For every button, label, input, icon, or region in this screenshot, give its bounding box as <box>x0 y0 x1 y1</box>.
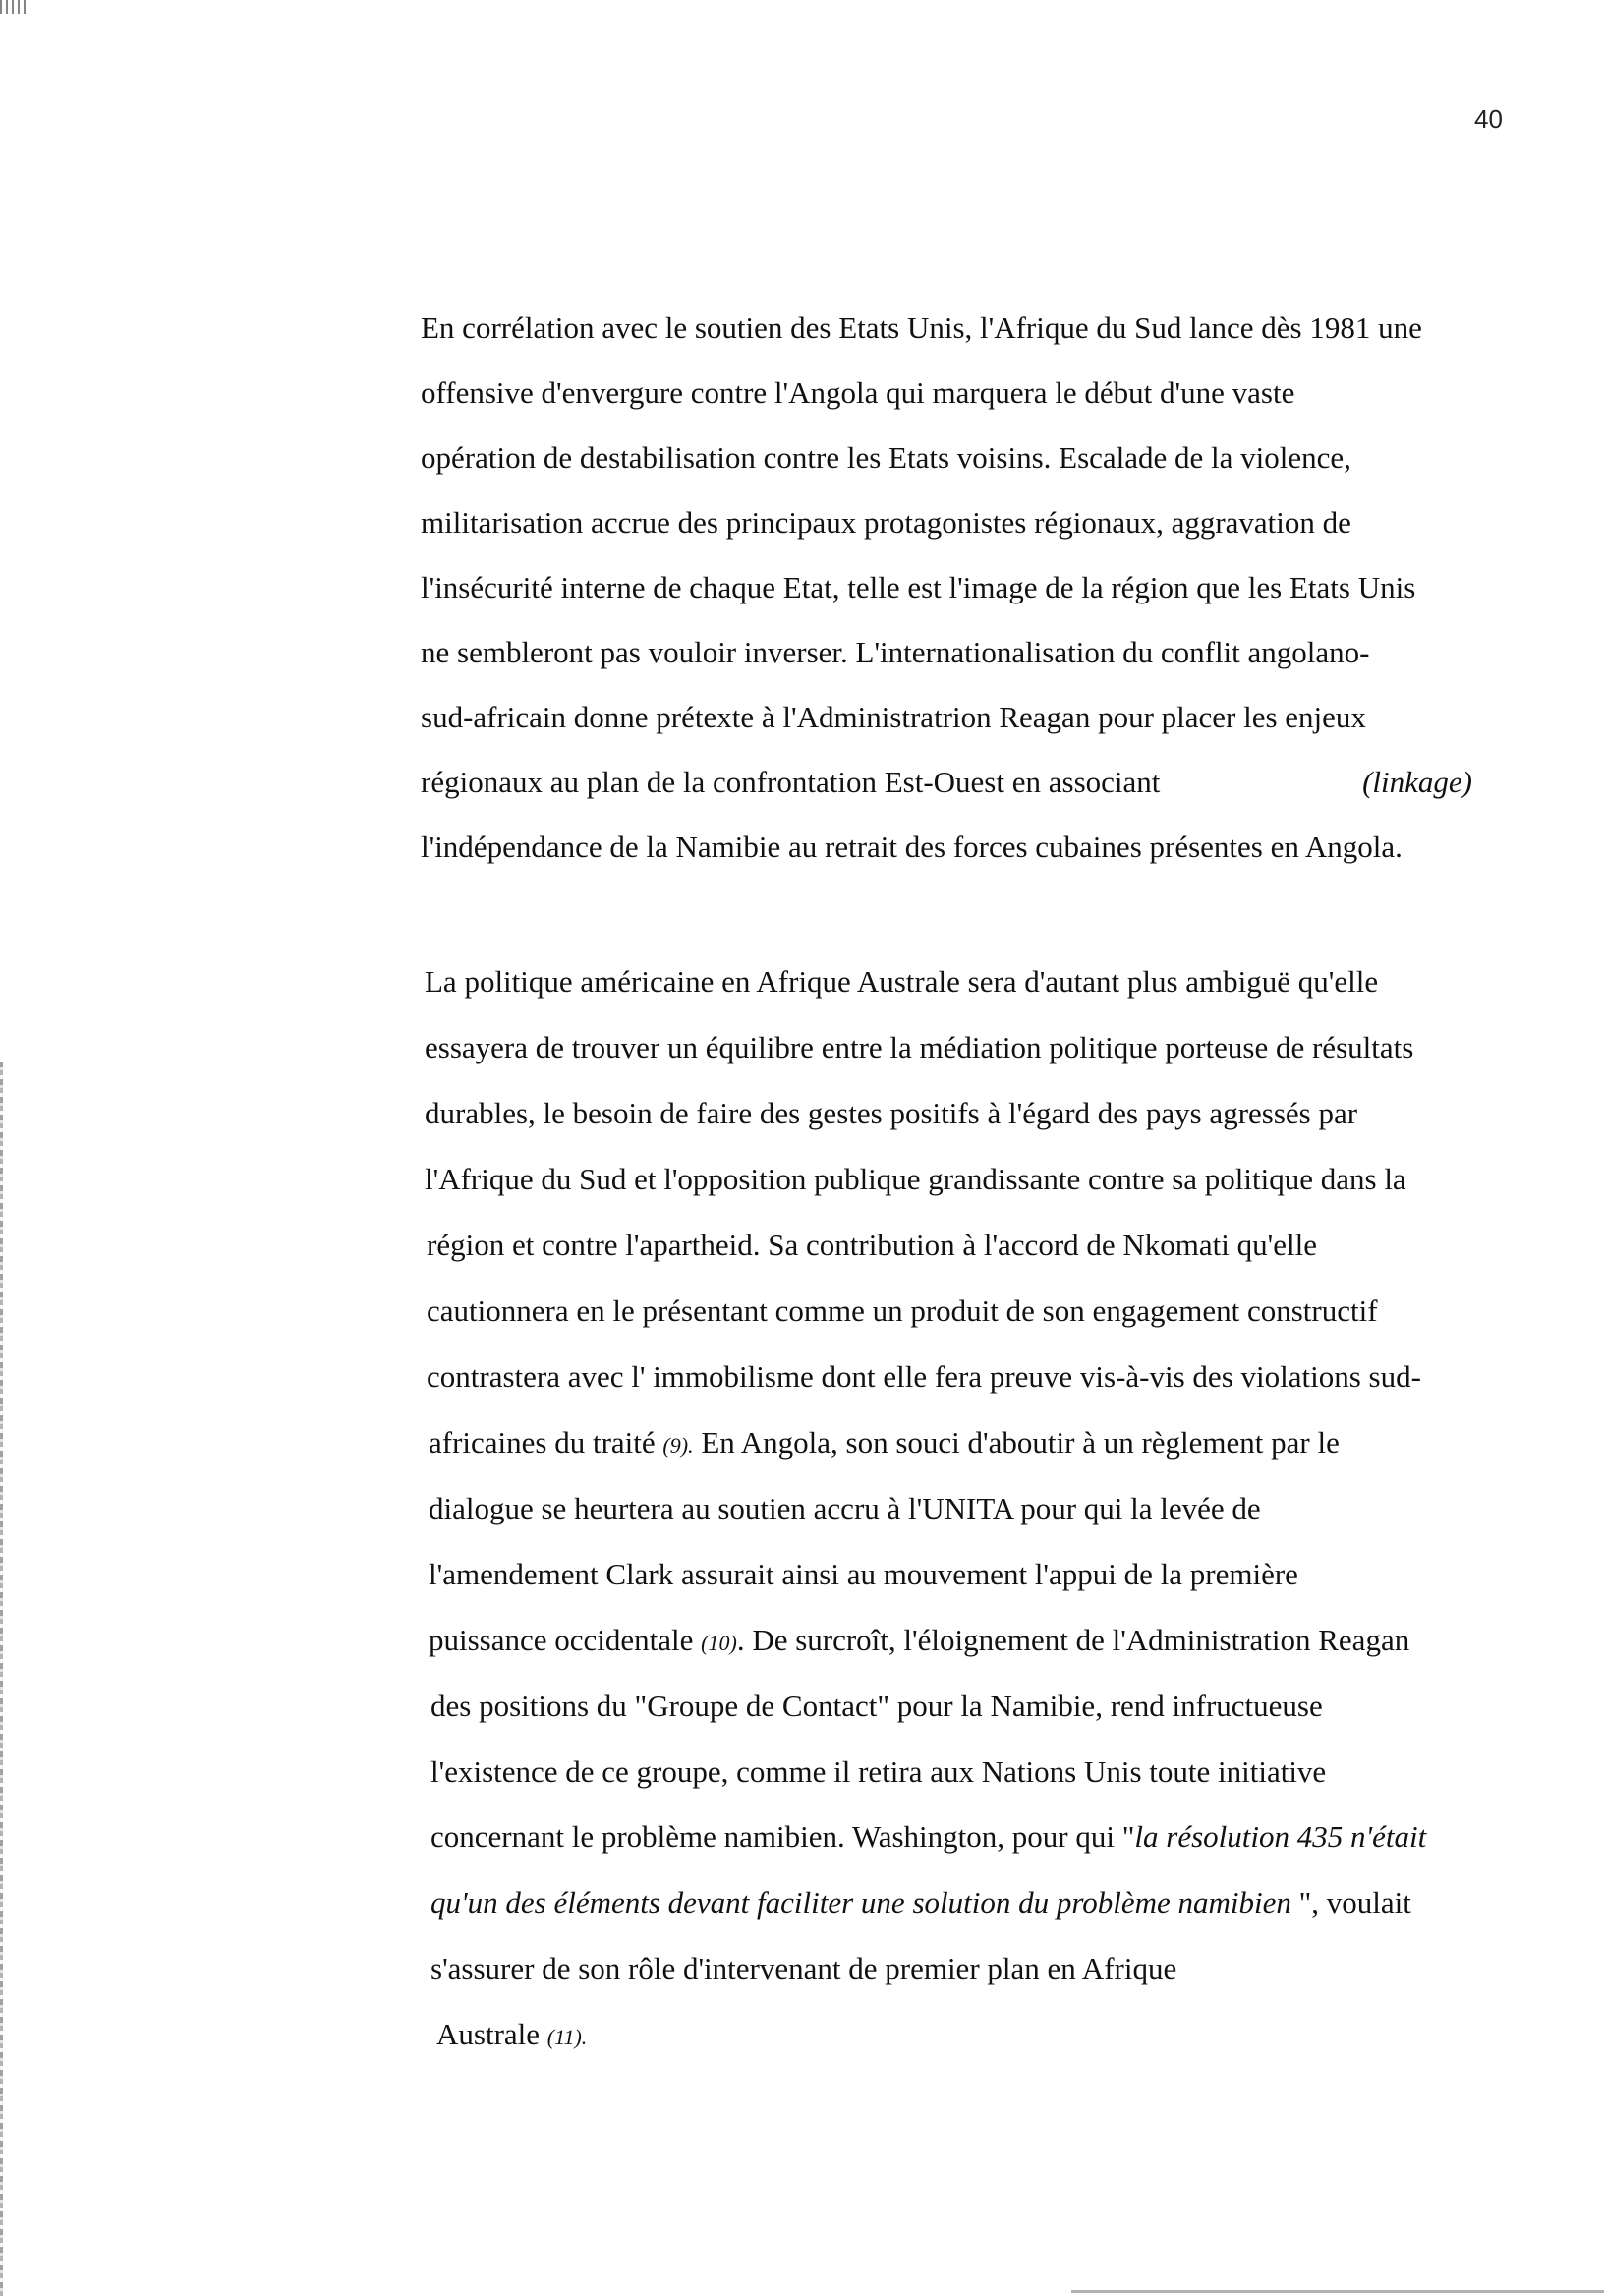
paragraph-line-text: régionaux au plan de la confrontation Est-Ouest en associant <box>421 765 1161 799</box>
footnote-ref-9: (9). <box>662 1433 694 1458</box>
scan-artifact-bottom-edge <box>1071 2290 1604 2293</box>
paragraph-line <box>430 1887 1411 1918</box>
paragraph-line: En corrélation avec le soutien des Etats Unis, l'Afrique du Sud lance dès 1981 une <box>421 311 1422 345</box>
paragraph-line-text: puissance occidentale <box>429 1623 694 1657</box>
footnote-ref-10: (10) <box>701 1631 737 1655</box>
paragraph-line: ne sembleront pas vouloir inverser. L'internationalisation du conflit angolano- <box>421 635 1370 669</box>
paragraph-line: durables, le besoin de faire des gestes positifs à l'égard des pays agressés par <box>425 1096 1358 1130</box>
quoted-text: qu'un des éléments devant faciliter une solution du problème namibien <box>430 1885 1291 1920</box>
paragraph-line <box>430 1821 1426 1852</box>
paragraph-line: région et contre l'apartheid. Sa contribution à l'accord de Nkomati qu'elle <box>427 1228 1317 1262</box>
scan-artifact-left-edge <box>0 1062 3 2296</box>
paragraph-line: s'assurer de son rôle d'intervenant de premier plan en Afrique <box>430 1951 1177 1985</box>
paragraph-line-text: En Angola, son souci d'aboutir à un règlement par le <box>701 1425 1340 1460</box>
paragraph-line: des positions du "Groupe de Contact" pour la Namibie, rend infructueuse <box>430 1689 1323 1723</box>
paragraph-line <box>429 1427 1340 1458</box>
paragraph-line: essayera de trouver un équilibre entre la médiation politique porteuse de résultats <box>425 1030 1414 1064</box>
paragraph-line: l'amendement Clark assurait ainsi au mouvement l'appui de la première <box>429 1557 1298 1591</box>
paragraph-line: l'existence de ce groupe, comme il retira aux Nations Unis toute initiative <box>430 1754 1327 1789</box>
paragraph-line: dialogue se heurtera au soutien accru à l'UNITA pour qui la levée de <box>429 1491 1261 1525</box>
paragraph-line: sud-africain donne prétexte à l'Administratrion Reagan pour placer les enjeux <box>421 700 1366 734</box>
paragraph-line: La politique américaine en Afrique Australe sera d'autant plus ambiguë qu'elle <box>425 964 1379 999</box>
paragraph-line-text: . De surcroît, l'éloignement de l'Administration Reagan <box>736 1623 1410 1657</box>
paragraph-line-text: africaines du traité <box>429 1425 656 1460</box>
paragraph-line: l'insécurité interne de chaque Etat, telle est l'image de la région que les Etats Unis <box>421 570 1416 604</box>
paragraph-line-text: ", voulait <box>1290 1885 1411 1920</box>
paragraph-line: contrastera avec l' immobilisme dont elle fera preuve vis-à-vis des violations sud- <box>427 1359 1421 1394</box>
paragraph-line: l'Afrique du Sud et l'opposition publique grandissante contre sa politique dans la <box>425 1162 1406 1196</box>
paragraph-line: offensive d'envergure contre l'Angola qui marquera le début d'une vaste <box>421 375 1295 410</box>
linkage-term: (linkage) <box>1362 765 1472 799</box>
paragraph-line: militarisation accrue des principaux protagonistes régionaux, aggravation de <box>421 505 1351 540</box>
paragraph-line-text: Australe <box>436 2017 541 2051</box>
scan-artifact-top <box>0 0 29 14</box>
paragraph-line <box>436 2019 587 2049</box>
quoted-text: la résolution 435 n'était <box>1134 1819 1427 1854</box>
paragraph-line: l'indépendance de la Namibie au retrait des forces cubaines présentes en Angola. <box>421 830 1403 864</box>
paragraph-line: cautionnera en le présentant comme un produit de son engagement constructif <box>427 1293 1378 1328</box>
page-number: 40 <box>1474 104 1503 134</box>
footnote-ref-11: (11). <box>546 2025 588 2049</box>
paragraph-line-text: concernant le problème namibien. Washington, pour qui " <box>430 1819 1135 1854</box>
paragraph-line: opération de destabilisation contre les Etats voisins. Escalade de la violence, <box>421 440 1351 475</box>
paragraph-line <box>429 1625 1409 1655</box>
paragraph-line <box>421 767 1472 797</box>
